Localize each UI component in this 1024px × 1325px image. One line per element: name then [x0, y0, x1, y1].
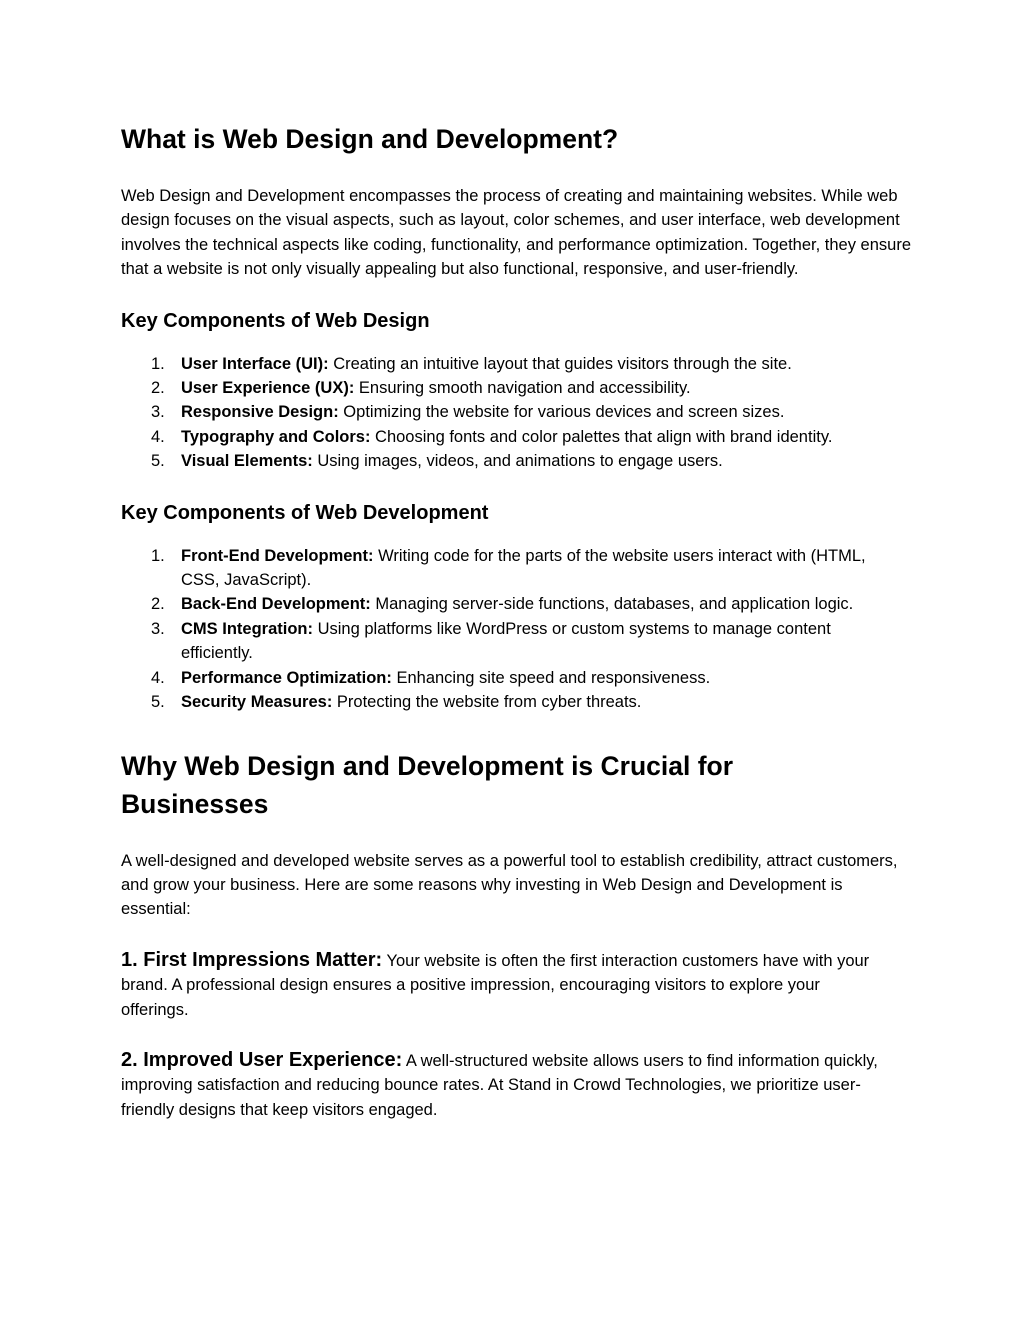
- list-term: Front-End Development:: [181, 546, 374, 565]
- list-number: 3.: [151, 619, 165, 638]
- development-list: [121, 544, 911, 715]
- list-number: 2.: [151, 379, 165, 398]
- reason-text: Your website is often the first interaction customers have with your brand. A professional design ensures a positive impression, encouraging visitors to explore your offerings.: [121, 951, 870, 1019]
- list-item: [121, 617, 861, 666]
- list-number: 5.: [151, 452, 165, 471]
- list-term: User Experience (UX):: [181, 379, 355, 398]
- list-text: Using images, videos, and animations to engage users.: [312, 452, 723, 471]
- reason-paragraph: [121, 948, 891, 1022]
- section-title-why: Why Web Design and Development is Crucial for Businesses: [121, 750, 734, 819]
- development-heading: Key Components of Web Development: [121, 501, 489, 524]
- list-item: [121, 690, 911, 714]
- list-text: Writing code for the parts of the website users interact with (HTML, CSS, JavaScript).: [181, 546, 866, 590]
- list-term: User Interface (UI):: [181, 354, 329, 373]
- list-text: Ensuring smooth navigation and accessibility.: [354, 379, 691, 398]
- list-number: 1.: [151, 354, 165, 373]
- list-number: 3.: [151, 403, 165, 422]
- list-item: [121, 449, 911, 473]
- list-term: Visual Elements:: [181, 452, 313, 471]
- list-item: [121, 666, 911, 690]
- list-item: [121, 400, 911, 424]
- list-number: 4.: [151, 427, 165, 446]
- list-text: Creating an intuitive layout that guides visitors through the site.: [328, 354, 792, 373]
- list-number: 4.: [151, 668, 165, 687]
- list-item: [121, 352, 911, 376]
- document-page: [121, 116, 911, 1122]
- section2-intro: A well-designed and developed website serves as a powerful tool to establish credibility, attract customers, and grow your business. Here are some reasons why investing in Web Design and Development is essential:: [121, 851, 898, 919]
- list-item: [121, 425, 861, 449]
- list-text: Optimizing the website for various devices and screen sizes.: [338, 403, 785, 422]
- design-heading: Key Components of Web Design: [121, 309, 430, 332]
- list-item: [121, 592, 881, 616]
- list-text: Managing server-side functions, databases, and application logic.: [370, 595, 854, 614]
- list-term: Performance Optimization:: [181, 668, 392, 687]
- list-number: 1.: [151, 546, 165, 565]
- list-term: Responsive Design:: [181, 403, 339, 422]
- list-text: Protecting the website from cyber threats.: [332, 693, 642, 712]
- list-text: Using platforms like WordPress or custom systems to manage content efficiently.: [181, 619, 831, 663]
- reason-lead: 1. First Impressions Matter:: [121, 948, 383, 971]
- list-term: Back-End Development:: [181, 595, 371, 614]
- list-term: Security Measures:: [181, 693, 333, 712]
- list-number: 5.: [151, 693, 165, 712]
- reason-text: A well-structured website allows users to find information quickly, improving satisfaction and reducing bounce rates. At Stand in Crowd Technologies, we prioritize user-friendly designs that keep visitors engaged.: [121, 1051, 878, 1119]
- list-number: 2.: [151, 595, 165, 614]
- list-term: Typography and Colors:: [181, 427, 371, 446]
- intro-paragraph: Web Design and Development encompasses the process of creating and maintaining websites. While web design focuses on the visual aspects, such as layout, color schemes, and user interface, web development involves the technical aspects like coding, functionality, and performance optimization. Together, they ensure that a website is not only visually appealing but also functional, responsive, and user-friendly.: [121, 187, 912, 279]
- section-title-what-is: What is Web Design and Development?: [121, 124, 619, 154]
- list-item: [121, 544, 881, 593]
- list-text: Enhancing site speed and responsiveness.: [391, 668, 711, 687]
- reason-paragraph: [121, 1048, 906, 1122]
- reason-lead: 2. Improved User Experience:: [121, 1048, 403, 1071]
- design-list: [121, 352, 911, 474]
- list-item: [121, 376, 911, 400]
- list-text: Choosing fonts and color palettes that align with brand identity.: [370, 427, 833, 446]
- list-term: CMS Integration:: [181, 619, 313, 638]
